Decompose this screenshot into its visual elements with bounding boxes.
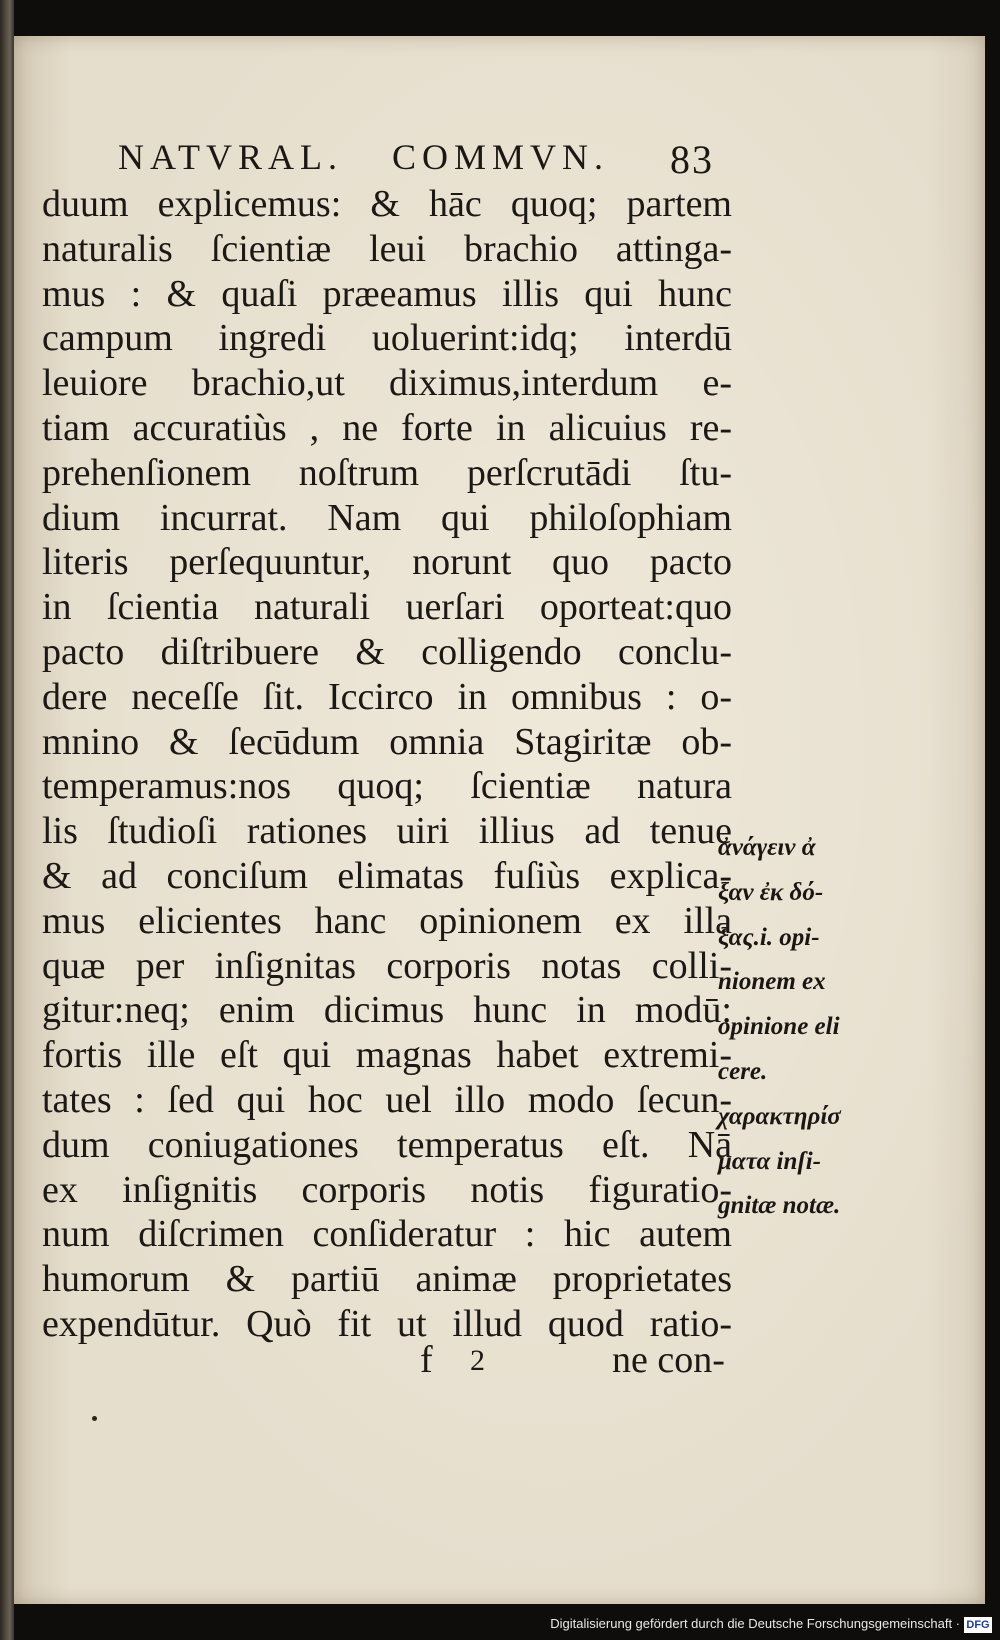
- margin-note: [718, 826, 888, 1229]
- margin-note-line: ἀνάγειν ἀ: [718, 834, 816, 861]
- running-head-left: NATVRAL.: [118, 137, 343, 177]
- text-line: ex inſignitis corporis notis figuratio-: [42, 1168, 732, 1211]
- text-line: naturalis ſcientiæ leui brachio attinga-: [42, 227, 732, 270]
- margin-note-line: gnitæ notæ.: [718, 1192, 841, 1220]
- digitization-credit: Digitalisierung gefördert durch die Deutsche Forschungsgemeinschaft ·: [550, 1616, 960, 1631]
- text-line: mus elicientes hanc opinionem ex illa: [42, 899, 732, 942]
- book-spine: [0, 0, 14, 1640]
- margin-note-line: opinione eli: [718, 1013, 840, 1041]
- text-line: dium incurrat. Nam qui philoſophiam: [42, 496, 732, 539]
- book-page: [14, 36, 985, 1604]
- text-line: mnino & ſecūdum omnia Stagiritæ ob-: [42, 720, 732, 763]
- signature-number: 2: [470, 1344, 485, 1377]
- signature-mark: f: [420, 1339, 433, 1381]
- running-head-center: COMMVN.: [392, 137, 610, 177]
- text-line: lis ſtudioſi rationes uiri illius ad tenue: [42, 810, 732, 853]
- text-line: quæ per inſignitas corporis notas colli-: [42, 944, 732, 987]
- text-line: tiam accuratiùs , ne forte in alicuius re-: [42, 406, 732, 449]
- text-line: prehenſionem noſtrum perſcrutādi ſtu-: [42, 451, 732, 494]
- text-line: pacto diſtribuere & colligendo conclu-: [42, 630, 732, 673]
- text-line: dum coniugationes temperatus eſt. Nā: [42, 1123, 732, 1166]
- margin-note-line: χαρακτηρίσ: [718, 1102, 841, 1130]
- text-line: duum explicemus: & hāc quoq; partem: [42, 183, 732, 225]
- text-line: dere neceſſe ſit. Iccirco in omnibus : o-: [42, 675, 732, 718]
- text-line: fortis ille eſt qui magnas habet extremi-: [42, 1034, 732, 1077]
- page-number: 83: [670, 137, 714, 182]
- catchword: ne con-: [612, 1339, 725, 1381]
- text-line: in ſcientia naturali uerſari oporteat:quo: [42, 586, 732, 629]
- margin-note-line: ξας.i. opi-: [718, 923, 820, 951]
- text-line: leuiore brachio,ut diximus,interdum e-: [42, 362, 732, 405]
- text-line: mus : & quaſi præeamus illis qui hunc: [42, 272, 732, 315]
- text-line: tates : ſed qui hoc uel illo modo ſecun-: [42, 1078, 732, 1121]
- text-line: gitur:neq; enim dicimus hunc in modū:: [42, 989, 732, 1032]
- main-text-block: [42, 182, 732, 1347]
- margin-note-line: ξαν ἐκ δό-: [718, 878, 824, 906]
- margin-note-line: ματα inſi-: [718, 1147, 822, 1175]
- text-line: temperamus:nos quoq; ſcientiæ natura: [42, 765, 732, 808]
- page-footer: [42, 1338, 732, 1388]
- text-line: num diſcrimen conſideratur : hic autem: [42, 1213, 732, 1256]
- text-line: & ad conciſum elimatas fuſiùs explica-: [42, 854, 732, 897]
- margin-note-line: nionem ex: [718, 968, 826, 996]
- margin-note-line: cere.: [718, 1057, 768, 1085]
- text-line: literis perſequuntur, norunt quo pacto: [42, 541, 732, 584]
- ink-speck: [92, 1416, 97, 1421]
- text-line: expendūtur. Quò fit ut illud quod ratio-: [42, 1302, 732, 1345]
- dfg-logo: DFG: [964, 1617, 992, 1633]
- text-line: humorum & partiū animæ proprietates: [42, 1258, 732, 1301]
- text-line: campum ingredi uoluerint:idq; interdū: [42, 317, 732, 360]
